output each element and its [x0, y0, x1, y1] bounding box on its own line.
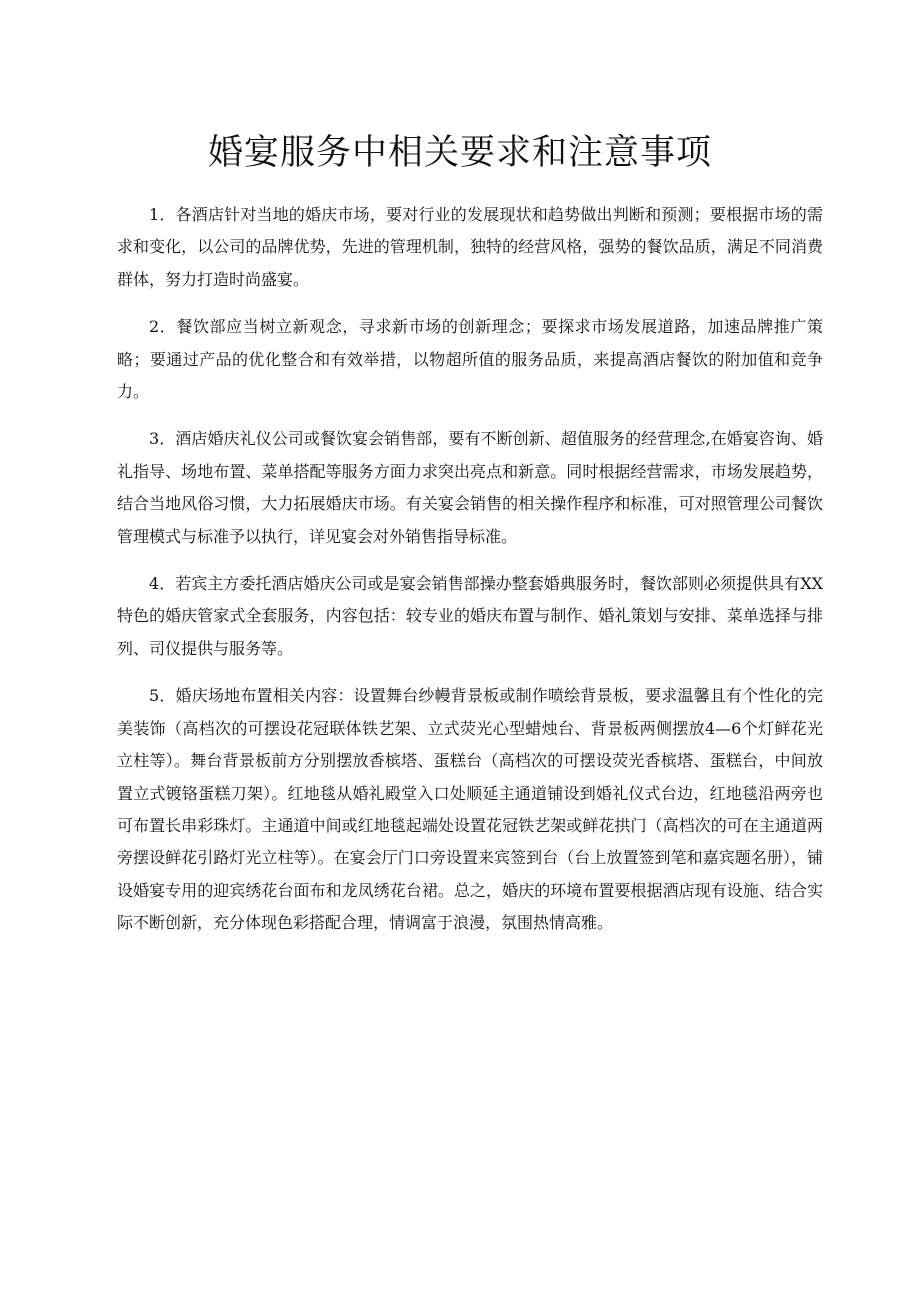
paragraph-5: 5．婚庆场地布置相关内容：设置舞台纱幔背景板或制作喷绘背景板，要求温馨且有个性化的完美装饰（高档次的可摆设花冠联体铁艺架、立式荧光心型蜡烛台、背景板两侧摆放4—6个灯鲜花光立柱等）。舞台背景板前方分别摆放香槟塔、蛋糕台（高档次的可摆设荧光香槟塔、蛋糕台，中间放置立式镀铬蛋糕刀架）。红地毯从婚礼殿堂入口处顺延主通道铺设到婚礼仪式台边，红地毯沿两旁也可布置长串彩珠灯。主通道中间或红地毯起端处设置花冠铁艺架或鲜花拱门（高档次的可在主通道两旁摆设鲜花引路灯光立柱等）。在宴会厅门口旁设置来宾签到台（台上放置签到笔和嘉宾题名册），铺设婚宴专用的迎宾绣花台面布和龙凤绣花台裙。总之，婚庆的环境布置要根据酒店现有设施、结合实际不断创新，充分体现色彩搭配合理，情调富于浪漫，氛围热情高雅。: [117, 686, 823, 933]
paragraph-3: 3．酒店婚庆礼仪公司或餐饮宴会销售部，要有不断创新、超值服务的经营理念,在婚宴咨询、婚礼指导、场地布置、菜单搭配等服务方面力求突出亮点和新意。同时根据经营需求，市场发展趋势，结合当地风俗习惯，大力拓展婚庆市场。有关宴会销售的相关操作程序和标准，可对照管理公司餐饮管理模式与标准予以执行，详见宴会对外销售指导标准。: [117, 429, 823, 546]
paragraph-1: 1．各酒店针对当地的婚庆市场，要对行业的发展现状和趋势做出判断和预测；要根据市场的需求和变化，以公司的品牌优势，先进的管理机制，独特的经营风格，强势的餐饮品质，满足不同消费群体，努力打造时尚盛宴。: [117, 205, 823, 289]
document-body: [117, 199, 823, 955]
paragraph-2: 2．餐饮部应当树立新观念，寻求新市场的创新理念；要探求市场发展道路，加速品牌推广策略；要通过产品的优化整合和有效举措，以物超所值的服务品质，来提高酒店餐饮的附加值和竞争力。: [117, 317, 823, 402]
paragraph-4: 4．若宾主方委托酒店婚庆公司或是宴会销售部操办整套婚典服务时，餐饮部则必须提供具有XX特色的婚庆管家式全套服务，内容包括：较专业的婚庆布置与制作、婚礼策划与安排、菜单选择与排列、司仪提供与服务等。: [117, 574, 823, 658]
document-title: 婚宴服务中相关要求和注意事项: [207, 133, 712, 173]
